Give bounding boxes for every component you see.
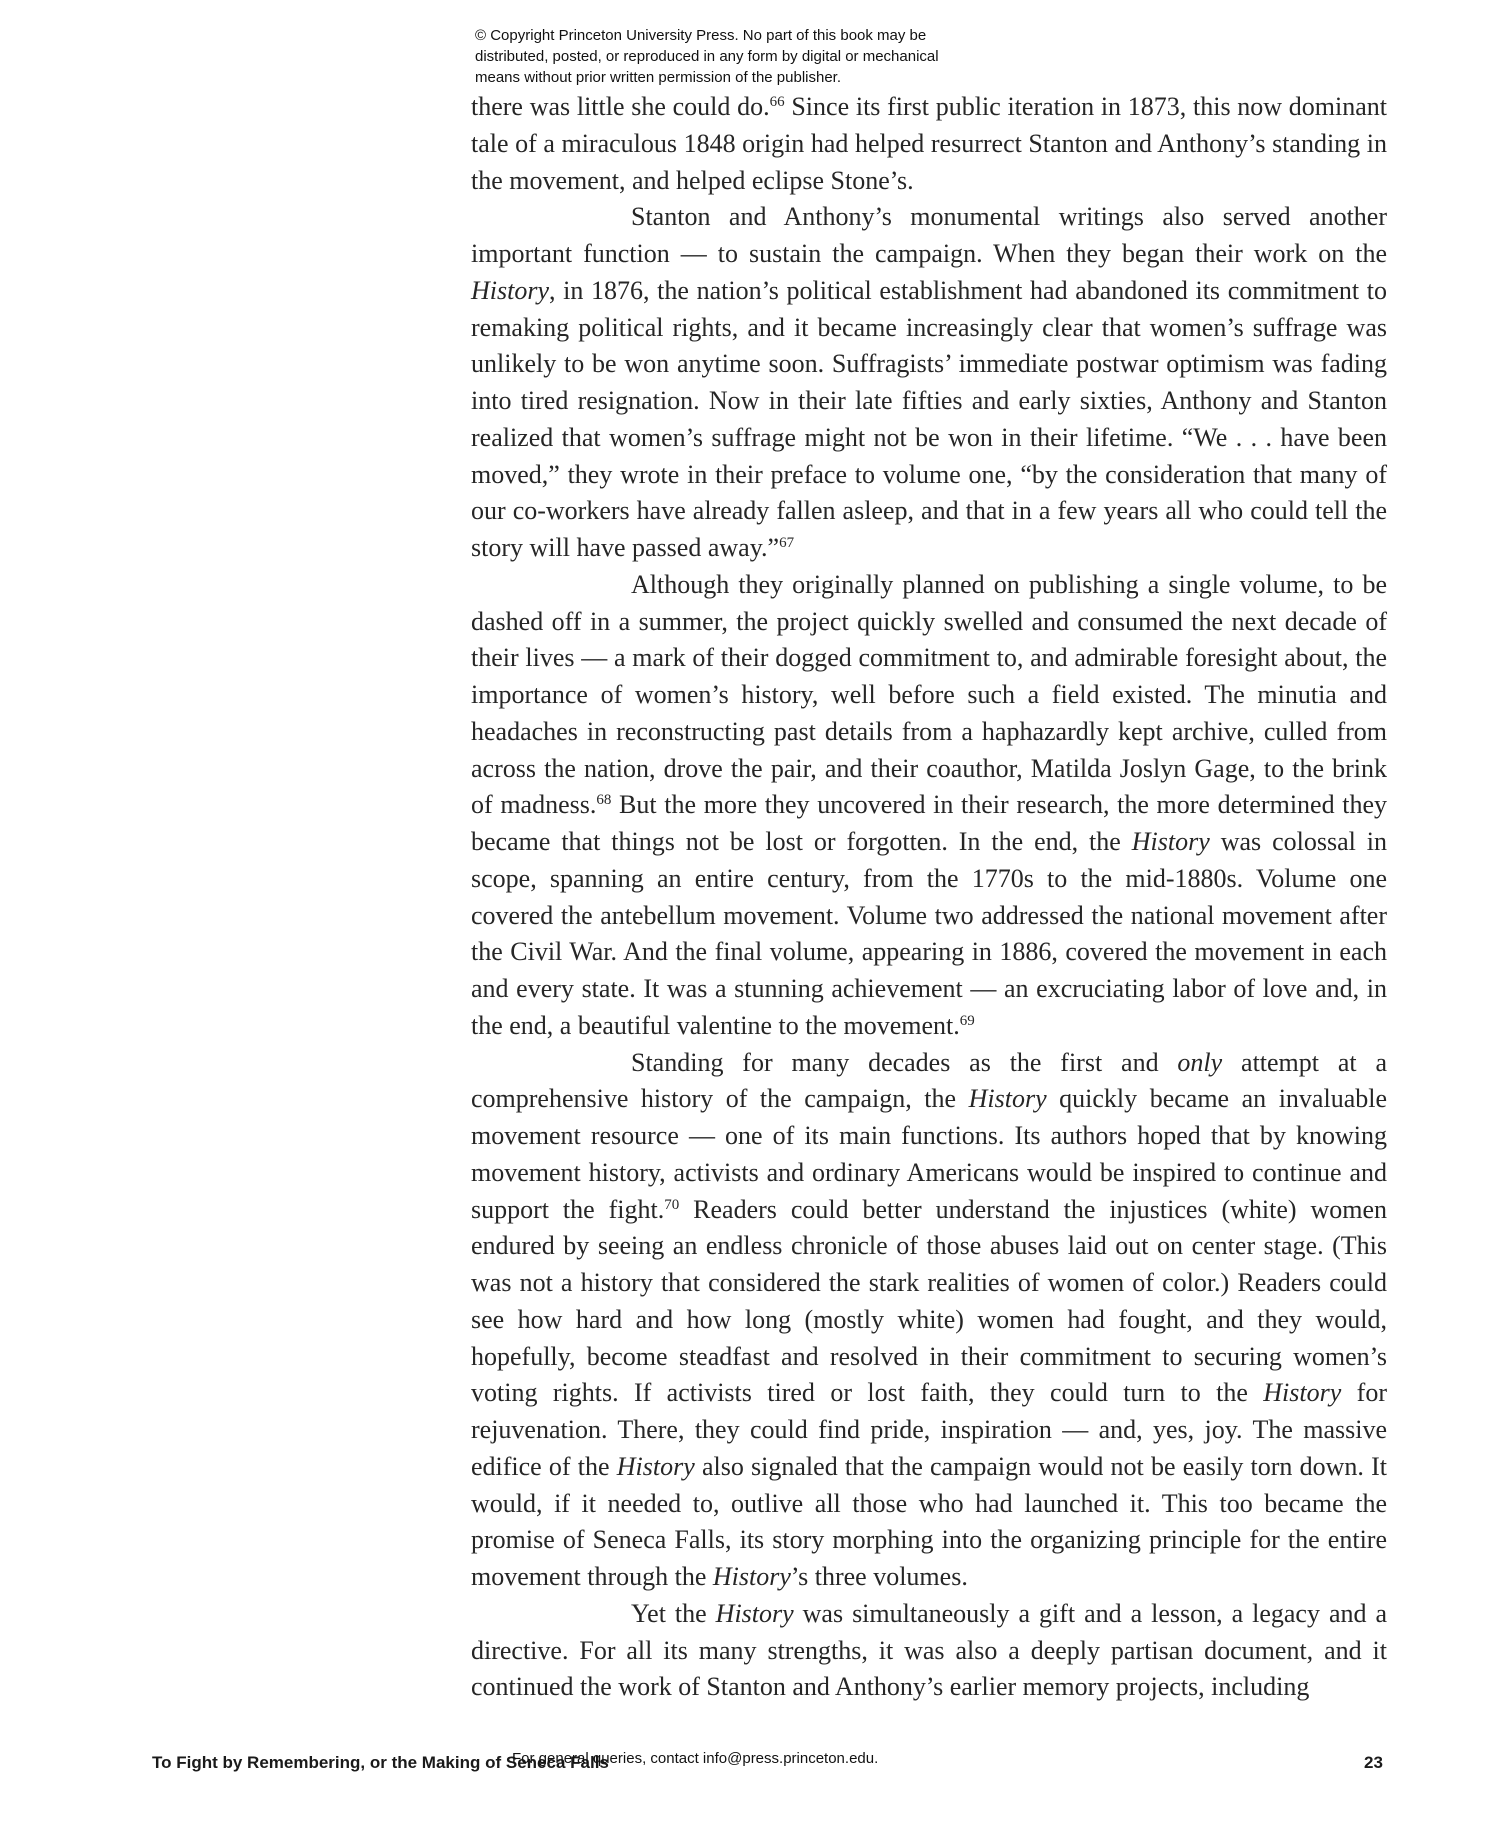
paragraph-text: quickly became an invaluable movement resource — one of its main functions. Its authors hoped that by knowing movement history, activists and ordinary Americans would be inspired to continue and support the fight. bbox=[471, 1084, 1387, 1224]
paragraph-text: for rejuvenation. There, they could find pride, inspiration — and, yes, joy. The massive edifice of the bbox=[471, 1378, 1387, 1481]
body-paragraph bbox=[471, 1045, 1387, 1596]
paragraph-text: was colossal in scope, spanning an entire century, from the 1770s to the mid-1880s. Volume one covered the antebellum movement. Volume two addressed the national movement after the Civil War. And the final volume, appearing in 1886, covered the movement in each and every state. It was a stunning achievement — an excruciating labor of love and, in the end, a beautiful valentine to the movement. bbox=[471, 827, 1388, 1040]
paragraph-text: Stanton and Anthony’s monumental writings also served another important function — to sustain the campaign. When they began their work on the bbox=[471, 202, 1387, 268]
paragraph-text: Yet the bbox=[631, 1598, 716, 1628]
body-text bbox=[471, 89, 1387, 1706]
copyright-notice bbox=[475, 25, 1035, 88]
italic-title: History bbox=[471, 275, 549, 305]
page-number: 23 bbox=[1364, 1753, 1383, 1772]
italic-title: History bbox=[712, 1562, 791, 1591]
running-title: To Fight by Remembering, or the Making of Seneca Falls bbox=[152, 1753, 609, 1772]
paragraph-text: there was little she could do. bbox=[471, 92, 770, 121]
copyright-line: means without prior written permission of the publisher. bbox=[475, 69, 842, 86]
paragraph-text: Standing for many decades as the first and bbox=[631, 1047, 1178, 1077]
body-paragraph bbox=[471, 1596, 1387, 1706]
paragraph-text: ’s three volumes. bbox=[790, 1562, 968, 1591]
paragraph-text: Since its first public iteration in 1873, this now dominant tale of a miraculous 1848 origin had helped resurrect Stanton and Anthony’s standing in the movement, and helped eclipse Stone’s. bbox=[471, 92, 1388, 195]
copyright-line: © Copyright Princeton University Press. No part of this book may be bbox=[475, 27, 927, 44]
body-paragraph bbox=[471, 567, 1387, 1045]
footnote-marker: 68 bbox=[596, 792, 612, 809]
body-paragraph bbox=[471, 199, 1387, 567]
general-queries-notice: For general queries, contact info@press.princeton.edu. bbox=[512, 1750, 879, 1767]
footnote-marker: 69 bbox=[959, 1012, 975, 1029]
italic-title: History bbox=[715, 1598, 794, 1628]
paragraph-text: Although they originally planned on publishing a single volume, to be dashed off in a summer, the project quickly swelled and consumed the next decade of their lives — a mark of their dogged commitment to, and admirable foresight about, the importance of women’s history, well before such a field existed. The minutia and headaches in reconstructing past details from a haphazardly kept archive, culled from across the nation, drove the pair, and their coauthor, Matilda Joslyn Gage, to the brink of madness. bbox=[471, 569, 1387, 820]
footnote-marker: 66 bbox=[769, 94, 785, 110]
paragraph-text: Readers could better understand the injustices (white) women endured by seeing an endless chronicle of those abuses laid out on center stage. (This was not a history that considered the stark realities of women of color.) Readers could see how hard and how long (mostly white) women had fought, and they would, hopefully, become steadfast and resolved in their commitment to securing women’s voting rights. If activists tired or lost faith, they could turn to the bbox=[471, 1194, 1387, 1408]
italic-title: History bbox=[616, 1451, 695, 1481]
footnote-marker: 70 bbox=[664, 1196, 680, 1213]
italic-title: History bbox=[1263, 1378, 1342, 1408]
italic-title: History bbox=[1131, 827, 1210, 856]
paragraph-text: , in 1876, the nation’s political establishment had abandoned its commitment to remaking political rights, and it became increasingly clear that women’s suffrage was unlikely to be won anytime soon. Suffragists’ immediate postwar optimism was fading into tired resignation. Now in their late fifties and early sixties, Anthony and Stanton realized that women’s suffrage might not be won in their lifetime. “We . . . have been moved,” they wrote in their preface to volume one, “by the consideration that many of our co-workers have already fallen asleep, and that in a few years all who could tell the story will have passed away.” bbox=[471, 275, 1387, 562]
body-paragraph bbox=[471, 89, 1387, 199]
footnote-marker: 67 bbox=[779, 535, 795, 551]
italic-title: History bbox=[968, 1084, 1047, 1114]
paragraph-text: was simultaneously a gift and a lesson, a legacy and a directive. For all its many strengths, it was also a deeply partisan document, and it continued the work of Stanton and Anthony’s earlier memory projects, including bbox=[471, 1598, 1388, 1702]
paragraph-text: also signaled that the campaign would not be easily torn down. It would, if it needed to, outlive all those who had launched it. This too became the promise of Seneca Falls, its story morphing into the organizing principle for the entire movement through the bbox=[471, 1451, 1387, 1591]
copyright-line: distributed, posted, or reproduced in any form by digital or mechanical bbox=[475, 48, 939, 65]
paragraph-text: attempt at a comprehensive history of the campaign, the bbox=[471, 1047, 1388, 1114]
paragraph-text: But the more they uncovered in their research, the more determined they became that things not be lost or forgotten. In the end, the bbox=[471, 790, 1388, 856]
italic-title: only bbox=[1177, 1047, 1223, 1077]
